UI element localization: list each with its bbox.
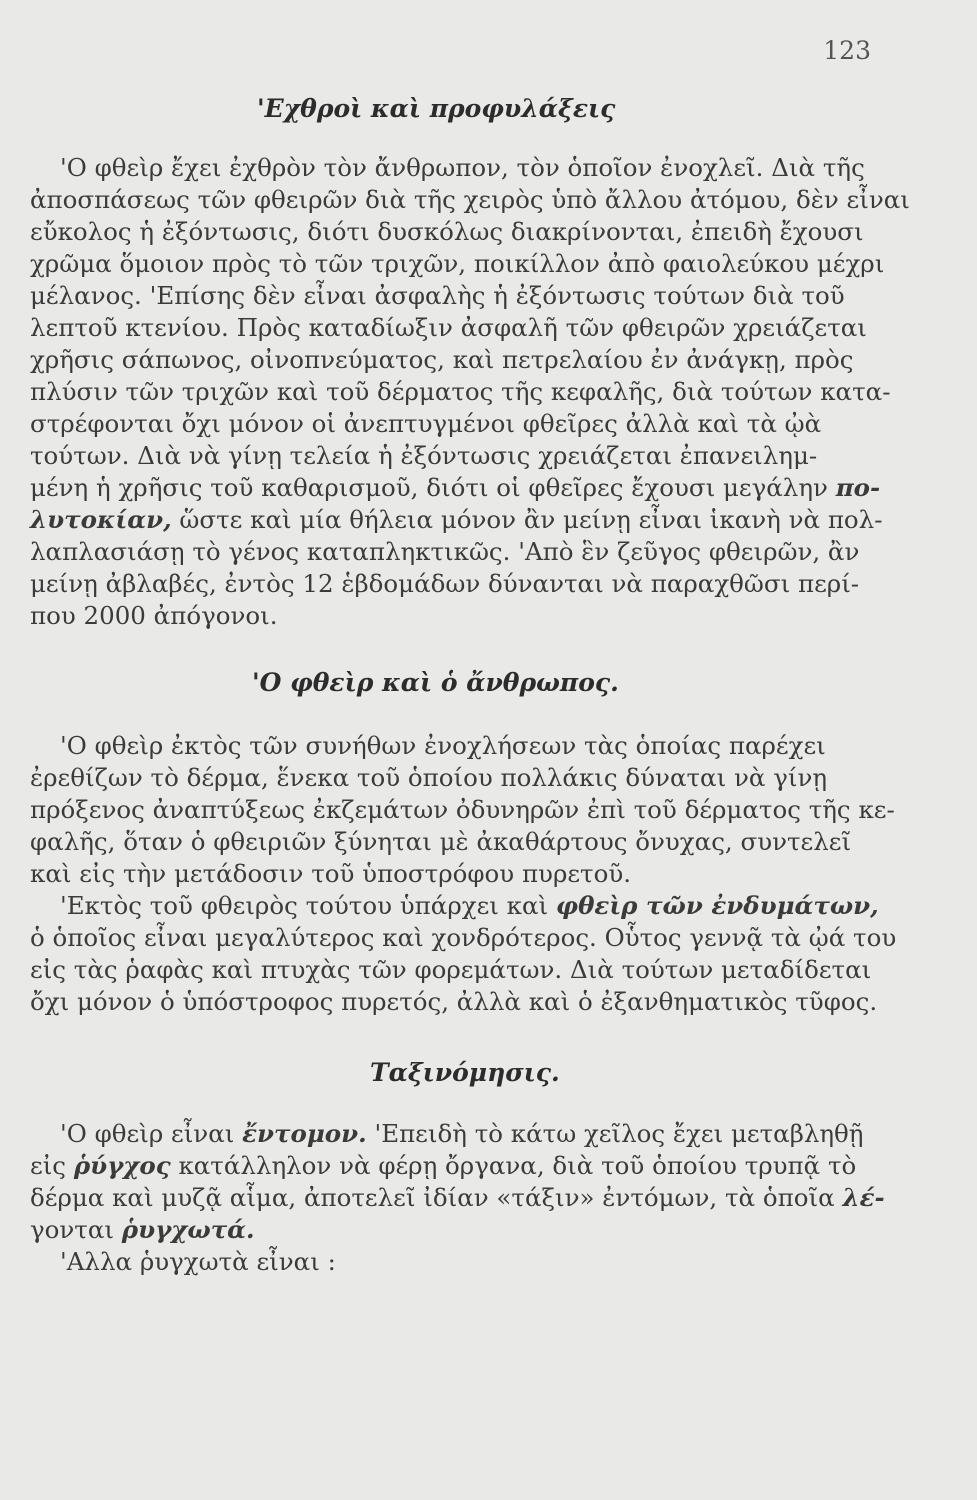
- text-line: που 2000 ἀπόγονοι.: [30, 601, 278, 630]
- text-line: ἐρεθίζων τὸ δέρμα, ἕνεκα τοῦ ὁποίου πολλάκις δύναται νὰ γίνῃ: [30, 763, 828, 792]
- text-line: χρῆσις σάπωνος, οἰνοπνεύματος, καὶ πετρελαίου ἐν ἀνάγκῃ, πρὸς: [30, 345, 854, 374]
- text-line: εὔκολος ἡ ἐξόντωσις, διότι δυσκόλως διακρίνονται, ἐπειδὴ ἔχουσι: [30, 217, 864, 246]
- section-heading: Ταξινόμησις.: [370, 1058, 560, 1087]
- text-line: 'Ο φθεὶρ εἶναι ἔντομον. 'Επειδὴ τὸ κάτω χεῖλος ἔχει μεταβληθῇ: [60, 1119, 864, 1148]
- text-line: ὁ ὁποῖος εἶναι μεγαλύτερος καὶ χονδρότερος. Οὗτος γεννᾷ τὰ ᾠά του: [30, 923, 897, 952]
- emphasized-term: λέ-: [842, 1183, 885, 1212]
- text-line: 'Εκτὸς τοῦ φθειρὸς τούτου ὑπάρχει καὶ φθεὶρ τῶν ἐνδυμάτων,: [60, 891, 879, 920]
- text-line: χρῶμα ὅμοιον πρὸς τὸ τῶν τριχῶν, ποικίλλον ἀπὸ φαιολεύκου μέχρι: [30, 249, 885, 278]
- text-line: δέρμα καὶ μυζᾷ αἷμα, ἀποτελεῖ ἰδίαν «τάξιν» ἐντόμων, τὰ ὁποῖα λέ-: [30, 1183, 885, 1212]
- text-line: πλύσιν τῶν τριχῶν καὶ τοῦ δέρματος τῆς κεφαλῆς, διὰ τούτων κατα-: [30, 377, 891, 406]
- text-line: τούτων. Διὰ νὰ γίνῃ τελεία ἡ ἐξόντωσις χρειάζεται ἐπανειλημ-: [30, 441, 818, 470]
- text-line: μείνῃ ἀβλαβές, ἐντὸς 12 ἑβδομάδων δύνανται νὰ παραχθῶσι περί-: [30, 569, 860, 598]
- text-line: μένη ἡ χρῆσις τοῦ καθαρισμοῦ, διότι οἱ φθεῖρες ἔχουσι μεγάλην πο-: [30, 473, 881, 502]
- text-line: πρόξενος ἀναπτύξεως ἐκζεμάτων ὀδυνηρῶν ἐπὶ τοῦ δέρματος τῆς κε-: [30, 795, 895, 824]
- text-line: 'Ο φθεὶρ ἐκτὸς τῶν συνήθων ἐνοχλήσεων τὰς ὁποίας παρέχει: [60, 731, 826, 760]
- text-line: λαπλασιάσῃ τὸ γένος καταπληκτικῶς. 'Απὸ ἓν ζεῦγος φθειρῶν, ἂν: [30, 537, 860, 566]
- text-line: 'Ο φθεὶρ ἔχει ἐχθρὸν τὸν ἄνθρωπον, τὸν ὁποῖον ἐνοχλεῖ. Διὰ τῆς: [60, 153, 865, 182]
- text-line: μέλανος. 'Επίσης δὲν εἶναι ἀσφαλὴς ἡ ἐξόντωσις τούτων διὰ τοῦ: [30, 281, 845, 310]
- emphasized-term: πο-: [835, 473, 881, 502]
- section-heading: 'Εχθροὶ καὶ προφυλάξεις: [257, 94, 616, 123]
- text-line: στρέφονται ὄχι μόνον οἱ ἀνεπτυγμένοι φθεῖρες ἀλλὰ καὶ τὰ ᾠὰ: [30, 409, 822, 438]
- text-line: 'Αλλα ῥυγχωτὰ εἶναι :: [60, 1247, 336, 1276]
- emphasized-term: λυτοκίαν,: [30, 505, 172, 534]
- page-number: 123: [823, 36, 871, 65]
- text-line: ὄχι μόνον ὁ ὑπόστροφος πυρετός, ἀλλὰ καὶ ὁ ἐξανθηματικὸς τῦφος.: [30, 987, 878, 1016]
- emphasized-term: φθεὶρ τῶν ἐνδυμάτων,: [555, 891, 879, 920]
- emphasized-term: ῥύγχος: [73, 1151, 171, 1180]
- text-line: εἰς τὰς ῥαφὰς καὶ πτυχὰς τῶν φορεμάτων. Διὰ τούτων μεταδίδεται: [30, 955, 872, 984]
- text-line: φαλῆς, ὅταν ὁ φθειριῶν ξύνηται μὲ ἀκαθάρτους ὄνυχας, συντελεῖ: [30, 827, 852, 856]
- text-line: λυτοκίαν, ὥστε καὶ μία θήλεια μόνον ἂν μείνῃ εἶναι ἱκανὴ νὰ πολ-: [30, 505, 883, 534]
- text-line: καὶ εἰς τὴν μετάδοσιν τοῦ ὑποστρόφου πυρετοῦ.: [30, 859, 632, 888]
- emphasized-term: ῥυγχωτά.: [121, 1215, 255, 1244]
- text-line: ἀποσπάσεως τῶν φθειρῶν διὰ τῆς χειρὸς ὑπὸ ἄλλου ἀτόμου, δὲν εἶναι: [30, 185, 910, 214]
- text-line: εἰς ῥύγχος κατάλληλον νὰ φέρῃ ὄργανα, διὰ τοῦ ὁποίου τρυπᾷ τὸ: [30, 1151, 857, 1180]
- emphasized-term: ἔντομον.: [242, 1119, 367, 1148]
- section-heading: 'Ο φθεὶρ καὶ ὁ ἄνθρωπος.: [252, 668, 619, 697]
- text-line: γονται ῥυγχωτά.: [30, 1215, 255, 1244]
- text-line: λεπτοῦ κτενίου. Πρὸς καταδίωξιν ἀσφαλῆ τῶν φθειρῶν χρειάζεται: [30, 313, 867, 342]
